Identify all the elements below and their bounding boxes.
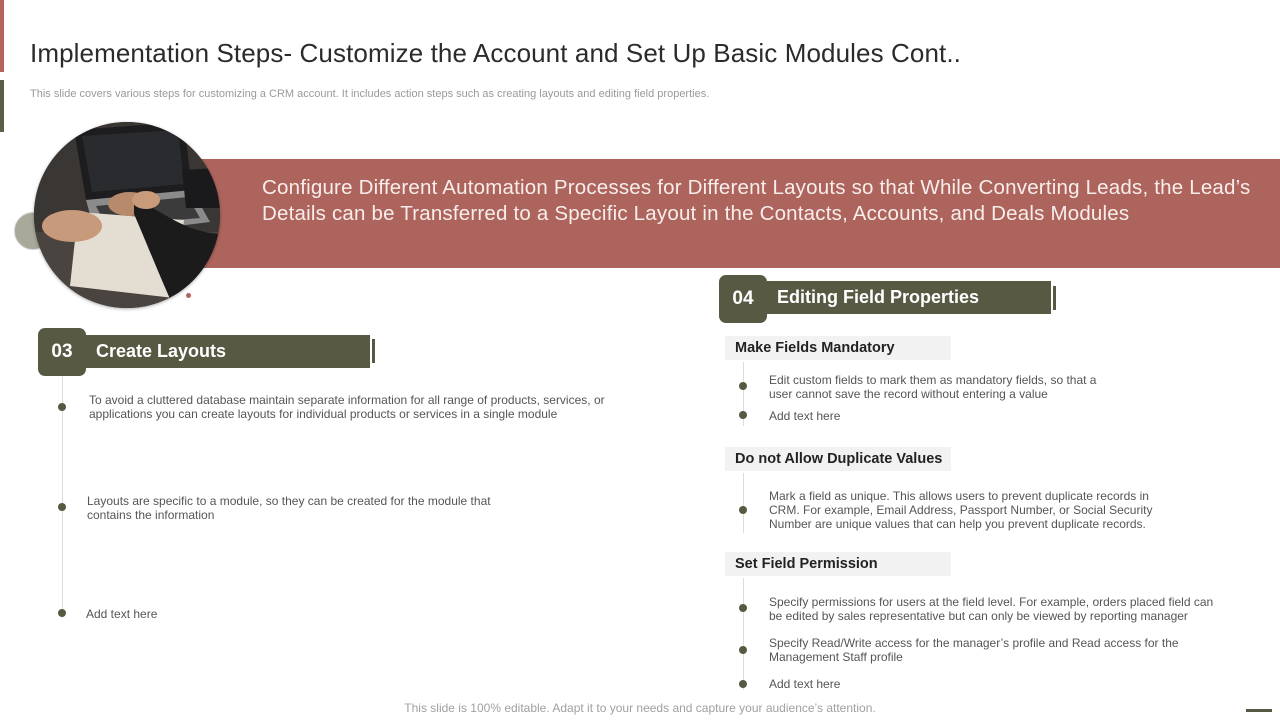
- section-heading-permission: Set Field Permission: [725, 552, 951, 576]
- decorative-dot: [186, 293, 191, 298]
- step3-bullet-text: Add text here: [86, 607, 158, 621]
- bullet-dot: [739, 506, 747, 514]
- step3-tick: [372, 339, 375, 363]
- page-title: Implementation Steps- Customize the Account and Set Up Basic Modules Cont..: [30, 38, 961, 68]
- step3-bullet-text: To avoid a cluttered database maintain separate information for all range of products, services, or applications you can create layouts for individual products or services in a single module: [89, 393, 605, 421]
- section-bullet-text: Mark a field as unique. This allows users to prevent duplicate records in CRM. For example, Email Address, Passport Number, or Social Security Number are unique values that can help you prevent duplicate records.: [769, 489, 1153, 531]
- bullet-dot: [739, 382, 747, 390]
- section-bullet-text: Add text here: [769, 677, 841, 691]
- section-timeline-line: [743, 473, 744, 533]
- bullet-dot: [58, 403, 66, 411]
- bullet-dot: [58, 609, 66, 617]
- bullet-dot: [739, 411, 747, 419]
- bullet-dot: [58, 503, 66, 511]
- step4-tick: [1053, 286, 1056, 310]
- step3-title-bar: Create Layouts: [86, 335, 370, 368]
- bullet-dot: [739, 604, 747, 612]
- step3-bullet-text: Layouts are specific to a module, so they can be created for the module that contains the information: [87, 494, 491, 522]
- bullet-dot: [739, 646, 747, 654]
- section-heading-mandatory: Make Fields Mandatory: [725, 336, 951, 360]
- accent-bar-top: [0, 0, 4, 72]
- section-bullet-text: Add text here: [769, 409, 841, 423]
- accent-bar-middle: [0, 80, 4, 132]
- section-bullet-text: Specify permissions for users at the field level. For example, orders placed field can be edited by sales representative but can only be viewed by reporting manager: [769, 595, 1214, 623]
- laptop-photo-image: [34, 122, 220, 308]
- footer-note: This slide is 100% editable. Adapt it to your needs and capture your audience’s attention.: [404, 701, 876, 715]
- section-heading-duplicates: Do not Allow Duplicate Values: [725, 447, 951, 471]
- corner-accent: [1246, 709, 1272, 712]
- page-subtitle: This slide covers various steps for customizing a CRM account. It includes action steps such as creating layouts and editing field properties.: [30, 88, 710, 100]
- bullet-dot: [739, 680, 747, 688]
- step3-number-badge: 03: [38, 328, 86, 376]
- step4-number-badge: 04: [719, 275, 767, 323]
- step4-title-bar: Editing Field Properties: [767, 281, 1051, 314]
- section-bullet-text: Edit custom fields to mark them as mandatory fields, so that a user cannot save the record without entering a value: [769, 373, 1097, 401]
- banner-text: Configure Different Automation Processes for Different Layouts so that While Converting Leads, the Lead’s Details can be Transferred to a Specific Layout in the Contacts, Accounts, and Deals Modules: [262, 176, 1251, 225]
- section-timeline-line: [743, 578, 744, 690]
- step3-timeline-line: [62, 376, 63, 618]
- section-bullet-text: Specify Read/Write access for the manager’s profile and Read access for the Management Staff profile: [769, 636, 1179, 664]
